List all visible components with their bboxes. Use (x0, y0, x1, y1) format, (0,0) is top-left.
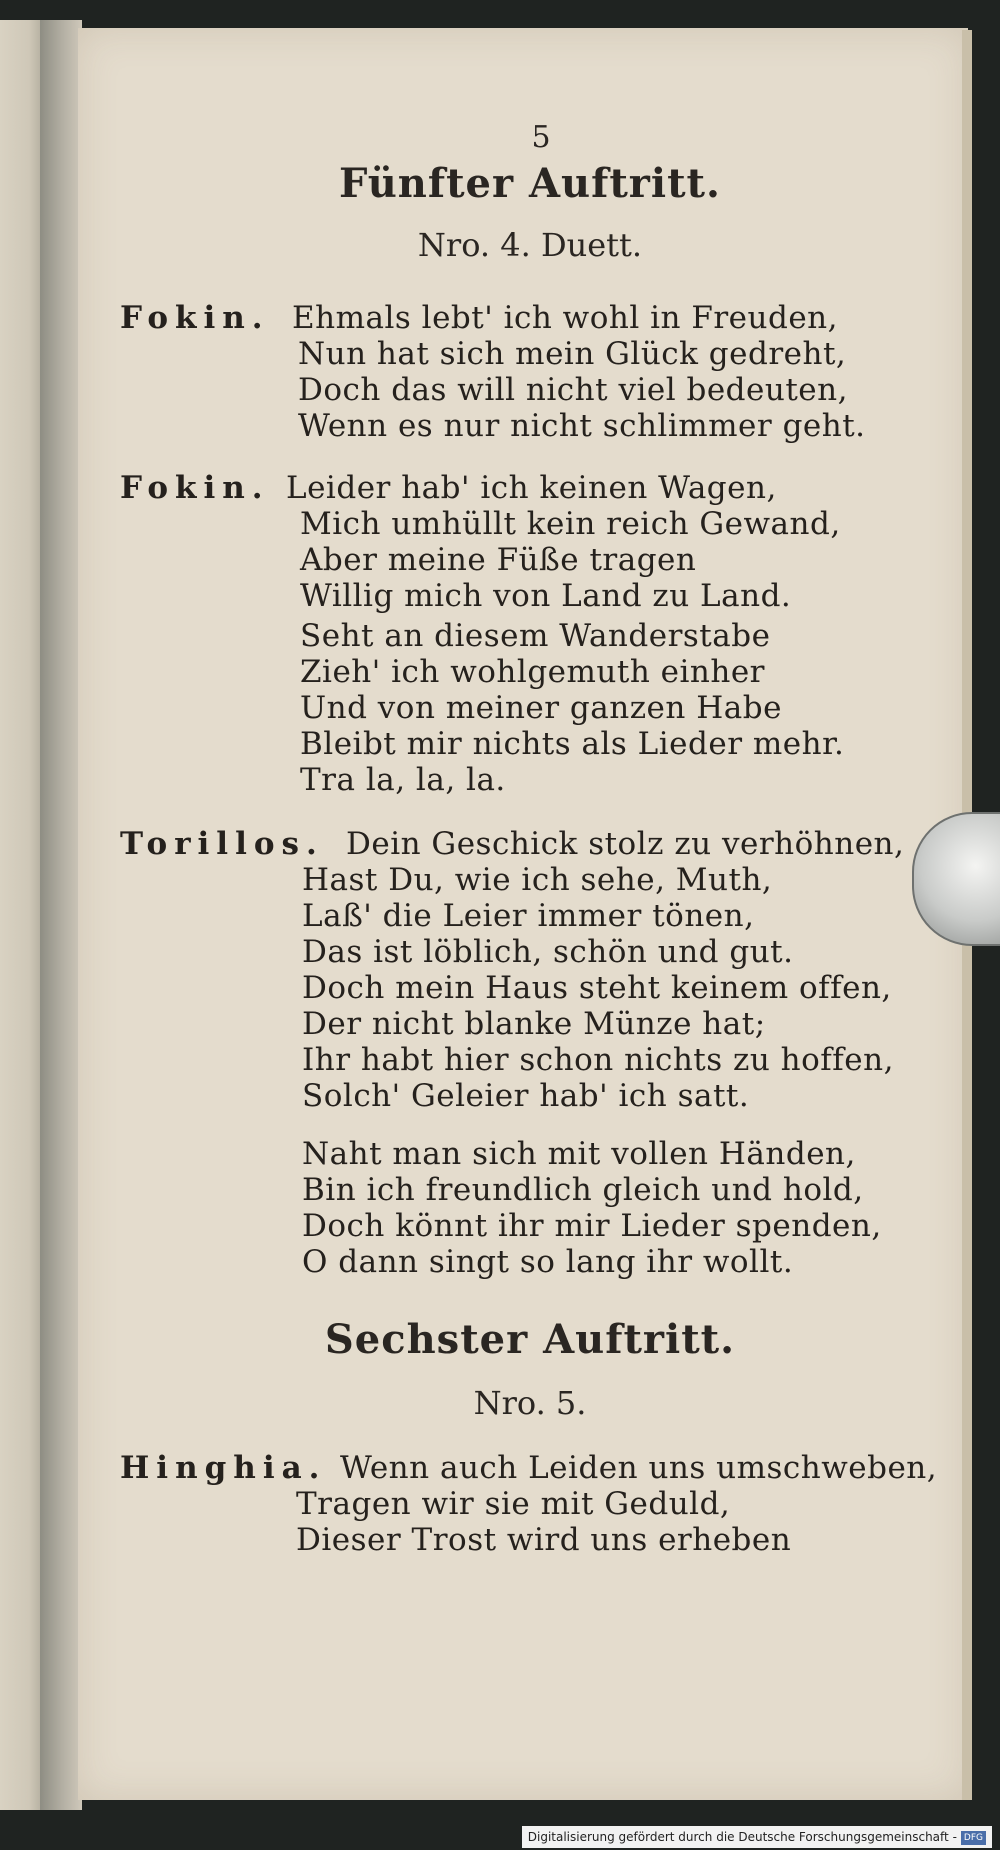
book-gutter (40, 20, 82, 1810)
verse-line: Mich umhüllt kein reich Gewand, (300, 506, 841, 542)
verse-line: Und von meiner ganzen Habe (300, 690, 782, 726)
verse-line: Doch könnt ihr mir Lieder spenden, (302, 1208, 882, 1244)
page-number: 5 (531, 120, 551, 155)
verse-line: Zieh' ich wohlgemuth einher (300, 654, 765, 690)
verse-line: Doch das will nicht viel bedeuten, (298, 372, 848, 408)
footer-text: Digitalisierung gefördert durch die Deutsche Forschungsgemeinschaft - (527, 1830, 957, 1844)
verse-line: Der nicht blanke Münze hat; (302, 1006, 766, 1042)
verse-line: Naht man sich mit vollen Händen, (302, 1136, 856, 1172)
verse-line: Dieser Trost wird uns erheben (296, 1522, 792, 1558)
verse-line: Hast Du, wie ich sehe, Muth, (302, 862, 773, 898)
digitization-footer (522, 1826, 992, 1848)
dfg-logo: DFG (961, 1831, 986, 1845)
verse-line: Wenn es nur nicht schlimmer geht. (298, 408, 866, 444)
verse-line: Tragen wir sie mit Geduld, (296, 1486, 731, 1522)
scene-title-sechster: Sechster Auftritt. (324, 1316, 736, 1363)
verse-line: Tra la, la, la. (300, 762, 506, 798)
verse-line: Leider hab' ich keinen Wagen, (286, 470, 777, 506)
verse-line: Doch mein Haus steht keinem offen, (302, 970, 892, 1006)
speaker-fokin-2: Fokin. (120, 470, 270, 506)
scene-subtitle-nro-4: Nro. 4. Duett. (417, 226, 643, 264)
verse-line: Aber meine Füße tragen (300, 542, 697, 578)
scene-title-fuenfter: Fünfter Auftritt. (339, 160, 721, 207)
speaker-fokin-1: Fokin. (120, 300, 270, 336)
verse-line: O dann singt so lang ihr wollt. (302, 1244, 794, 1280)
speaker-hinghia: Hinghia. (120, 1450, 327, 1486)
verse-line: Das ist löblich, schön und gut. (302, 934, 794, 970)
verse-line: Willig mich von Land zu Land. (300, 578, 792, 614)
speaker-torillos: Torillos. (120, 826, 324, 862)
verse-line: Dein Geschick stolz zu verhöhnen, (346, 826, 905, 862)
verse-line: Nun hat sich mein Glück gedreht, (298, 336, 847, 372)
verse-line: Laß' die Leier immer tönen, (302, 898, 755, 934)
verse-line: Bleibt mir nichts als Lieder mehr. (300, 726, 845, 762)
scene-subtitle-nro-5: Nro. 5. (473, 1384, 587, 1422)
verse-line: Wenn auch Leiden uns umschweben, (340, 1450, 938, 1486)
verse-line: Ihr habt hier schon nichts zu hoffen, (302, 1042, 894, 1078)
verse-line: Solch' Geleier hab' ich satt. (302, 1078, 750, 1114)
verse-line: Ehmals lebt' ich wohl in Freuden, (292, 300, 838, 336)
verse-line: Bin ich freundlich gleich und hold, (302, 1172, 864, 1208)
verse-line: Seht an diesem Wanderstabe (300, 618, 771, 654)
